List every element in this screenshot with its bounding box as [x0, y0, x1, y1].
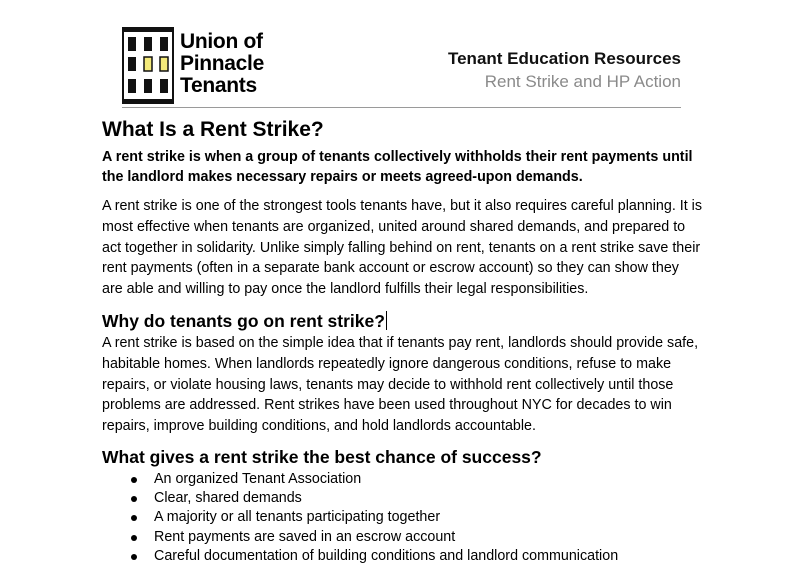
document-body[interactable] — [102, 116, 702, 566]
building-icon — [122, 27, 174, 103]
header-title: Tenant Education Resources — [447, 49, 681, 68]
logo-line-1: Union of — [180, 30, 263, 53]
document-header — [448, 48, 681, 94]
logo-line-2: Pinnacle — [180, 52, 264, 75]
section2-heading-text: Why do tenants go on rent strike? — [102, 310, 385, 331]
list-item — [102, 508, 702, 527]
bullet-icon — [131, 515, 137, 521]
logo-wordmark — [180, 31, 264, 97]
section2-body: A rent strike is based on the simple idea that if tenants pay rent, landlords should provide safe, habitable homes. When landlords repeatedly ignore dangerous conditions, refuse to make repairs, or violate housing laws, tenants may decide to withhold rent collectively until those problems are addressed. Rent strikes have been used throughout NYC for decades to win repairs, improve building conditions, and hold landlords accountable. — [102, 334, 699, 435]
bullet-icon — [131, 496, 137, 502]
success-factors-list — [102, 470, 702, 566]
header-subtitle: Rent Strike and HP Action — [484, 72, 681, 91]
logo-line-3: Tenants — [180, 74, 257, 97]
bullet-icon — [131, 554, 137, 560]
section1-body: A rent strike is one of the strongest tools tenants have, but it also requires careful planning. It is most effective when tenants are organized, united around shared demands, and prepared to act together in solidarity. Unlike simply falling behind on rent, tenants on a rent strike save their rent payments (often in a separate bank account or escrow account) so they can show they are able and willing to pay once the landlord fulfills their legal responsibilities. — [102, 198, 703, 298]
list-item — [102, 470, 702, 489]
bullet-icon — [131, 477, 137, 483]
section3-heading: What gives a rent strike the best chance of success? — [102, 446, 542, 467]
list-item — [102, 547, 702, 566]
list-item-text: An organized Tenant Association — [154, 470, 362, 487]
header-divider — [122, 107, 681, 108]
section1-heading: What Is a Rent Strike? — [102, 118, 324, 141]
section1-lead: A rent strike is when a group of tenants collectively withholds their rent payments until the landlord makes necessary repairs or meets agreed-upon demands. — [102, 149, 693, 185]
bullet-icon — [131, 535, 137, 541]
text-cursor — [386, 311, 387, 330]
list-item-text: A majority or all tenants participating together — [154, 509, 441, 526]
list-item-text: Clear, shared demands — [154, 490, 302, 507]
union-logo — [122, 27, 282, 105]
list-item-text: Careful documentation of building conditions and landlord communication — [154, 547, 619, 564]
list-item — [102, 489, 702, 508]
list-item — [102, 528, 702, 547]
section2-heading — [102, 310, 702, 333]
list-item-text: Rent payments are saved in an escrow account — [154, 528, 456, 545]
